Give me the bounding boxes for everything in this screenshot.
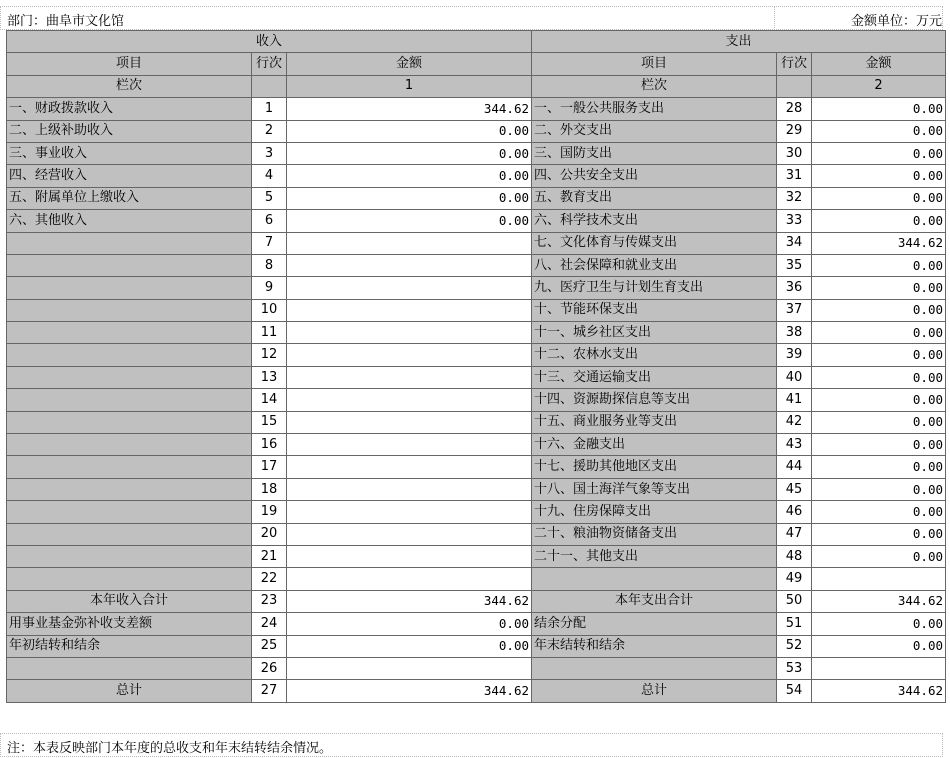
income-item-cell xyxy=(7,299,252,321)
income-amount-cell xyxy=(287,523,532,545)
expense-item-cell: 十七、援助其他地区支出 xyxy=(532,456,777,478)
expense-amount-header: 金额 xyxy=(812,53,946,75)
table-row xyxy=(7,501,946,523)
department-label: 部门：曲阜市文化馆 xyxy=(7,14,125,29)
table-row xyxy=(7,142,946,164)
income-amount-cell: 344.62 xyxy=(287,98,532,120)
expense-amount-cell: 0.00 xyxy=(812,142,946,164)
expense-total-amount-cell: 0.00 xyxy=(812,635,946,657)
expense-item-cell: 十六、金融支出 xyxy=(532,434,777,456)
income-rowno-cell: 2 xyxy=(252,120,287,142)
expense-rowno-cell: 47 xyxy=(777,523,812,545)
income-item-cell xyxy=(7,568,252,590)
table-row xyxy=(7,165,946,187)
expense-item-cell: 十一、城乡社区支出 xyxy=(532,322,777,344)
expense-amount-cell: 0.00 xyxy=(812,523,946,545)
income-rowno-cell: 10 xyxy=(252,299,287,321)
income-amount-cell xyxy=(287,545,532,567)
income-amount-cell xyxy=(287,456,532,478)
income-total-amount-cell: 0.00 xyxy=(287,635,532,657)
expense-amount-cell: 0.00 xyxy=(812,344,946,366)
income-amount-cell xyxy=(287,501,532,523)
totals-row xyxy=(7,680,946,702)
table-row xyxy=(7,299,946,321)
totals-row xyxy=(7,613,946,635)
expense-rowno-cell: 48 xyxy=(777,545,812,567)
expense-total-rowno-cell: 52 xyxy=(777,635,812,657)
income-amount-header: 金额 xyxy=(287,53,532,75)
income-col-label: 栏次 xyxy=(7,75,252,97)
income-total-item-cell: 年初结转和结余 xyxy=(7,635,252,657)
expense-rowno-cell: 37 xyxy=(777,299,812,321)
income-rowno-cell: 1 xyxy=(252,98,287,120)
expense-item-cell: 六、科学技术支出 xyxy=(532,210,777,232)
expense-item-cell: 二、外交支出 xyxy=(532,120,777,142)
income-item-cell xyxy=(7,456,252,478)
income-item-cell xyxy=(7,344,252,366)
income-item-cell xyxy=(7,411,252,433)
expense-rowno-cell: 30 xyxy=(777,142,812,164)
table-row xyxy=(7,568,946,590)
footnote: 注：本表反映部门本年度的总收支和年末结转结余情况。 xyxy=(7,741,333,756)
header-frame xyxy=(0,6,943,30)
income-amount-cell xyxy=(287,568,532,590)
expense-item-cell: 九、医疗卫生与计划生育支出 xyxy=(532,277,777,299)
table-row xyxy=(7,366,946,388)
table-row xyxy=(7,277,946,299)
income-rowno-cell: 19 xyxy=(252,501,287,523)
expense-rowno-cell: 29 xyxy=(777,120,812,142)
totals-row xyxy=(7,635,946,657)
table-row xyxy=(7,187,946,209)
expense-item-cell: 十九、住房保障支出 xyxy=(532,501,777,523)
expense-total-item-cell: 年末结转和结余 xyxy=(532,635,777,657)
expense-amount-cell: 0.00 xyxy=(812,322,946,344)
income-rowno-cell: 16 xyxy=(252,434,287,456)
expense-total-item-cell: 总计 xyxy=(532,680,777,702)
expense-rowno-cell: 42 xyxy=(777,411,812,433)
table-row xyxy=(7,389,946,411)
column-header-row xyxy=(7,53,946,75)
expense-item-cell: 二十、粮油物资储备支出 xyxy=(532,523,777,545)
income-rowno-cell: 11 xyxy=(252,322,287,344)
expense-amount-cell xyxy=(812,568,946,590)
income-rowno-cell: 14 xyxy=(252,389,287,411)
column-number-row xyxy=(7,75,946,97)
income-total-item-cell xyxy=(7,657,252,679)
income-amount-cell: 0.00 xyxy=(287,165,532,187)
expense-rowno-cell: 34 xyxy=(777,232,812,254)
income-total-item-cell: 用事业基金弥补收支差额 xyxy=(7,613,252,635)
income-rowno-cell: 8 xyxy=(252,254,287,276)
expense-amount-cell: 0.00 xyxy=(812,389,946,411)
expense-rowno-cell: 49 xyxy=(777,568,812,590)
expense-total-item-cell: 结余分配 xyxy=(532,613,777,635)
income-amount-cell xyxy=(287,322,532,344)
expense-total-amount-cell xyxy=(812,657,946,679)
expense-rowno-cell: 45 xyxy=(777,478,812,500)
income-rowno-cell: 3 xyxy=(252,142,287,164)
income-total-amount-cell: 0.00 xyxy=(287,613,532,635)
income-rowno-cell: 5 xyxy=(252,187,287,209)
table-row xyxy=(7,456,946,478)
income-item-cell xyxy=(7,366,252,388)
expense-section-header: 支出 xyxy=(532,31,946,53)
expense-item-cell: 十三、交通运输支出 xyxy=(532,366,777,388)
table-row xyxy=(7,120,946,142)
income-item-cell xyxy=(7,277,252,299)
table-row xyxy=(7,545,946,567)
expense-total-item-cell xyxy=(532,657,777,679)
table-row xyxy=(7,344,946,366)
table-row xyxy=(7,523,946,545)
expense-amount-cell: 0.00 xyxy=(812,411,946,433)
income-rowno-cell: 12 xyxy=(252,344,287,366)
income-total-rowno-cell: 27 xyxy=(252,680,287,702)
expense-item-cell: 一、一般公共服务支出 xyxy=(532,98,777,120)
expense-rowno-cell: 31 xyxy=(777,165,812,187)
expense-item-cell: 四、公共安全支出 xyxy=(532,165,777,187)
income-rowno-cell: 9 xyxy=(252,277,287,299)
income-item-cell xyxy=(7,478,252,500)
income-amount-cell xyxy=(287,254,532,276)
header-divider xyxy=(774,6,776,30)
income-total-rowno-cell: 25 xyxy=(252,635,287,657)
expense-amount-cell: 0.00 xyxy=(812,277,946,299)
income-amount-cell xyxy=(287,411,532,433)
expense-total-amount-cell: 344.62 xyxy=(812,680,946,702)
expense-rowno-cell: 46 xyxy=(777,501,812,523)
expense-amount-cell: 0.00 xyxy=(812,456,946,478)
income-amount-cell xyxy=(287,344,532,366)
expense-col-label: 栏次 xyxy=(532,75,777,97)
expense-item-header: 项目 xyxy=(532,53,777,75)
income-rowno-cell: 7 xyxy=(252,232,287,254)
income-item-cell: 二、上级补助收入 xyxy=(7,120,252,142)
income-rowno-cell: 21 xyxy=(252,545,287,567)
income-amount-cell xyxy=(287,434,532,456)
expense-item-cell: 十、节能环保支出 xyxy=(532,299,777,321)
income-item-cell xyxy=(7,545,252,567)
expense-amount-cell: 0.00 xyxy=(812,478,946,500)
expense-total-amount-cell: 0.00 xyxy=(812,613,946,635)
expense-rowno-cell: 32 xyxy=(777,187,812,209)
expense-rowno-cell: 35 xyxy=(777,254,812,276)
expense-amount-cell: 0.00 xyxy=(812,187,946,209)
table-row xyxy=(7,210,946,232)
expense-total-rowno-cell: 53 xyxy=(777,657,812,679)
expense-rowno-cell: 28 xyxy=(777,98,812,120)
expense-item-cell: 二十一、其他支出 xyxy=(532,545,777,567)
expense-amount-cell: 0.00 xyxy=(812,165,946,187)
income-amount-cell xyxy=(287,299,532,321)
expense-rowno-cell: 39 xyxy=(777,344,812,366)
expense-item-cell: 七、文化体育与传媒支出 xyxy=(532,232,777,254)
expense-total-rowno-cell: 54 xyxy=(777,680,812,702)
expense-total-amount-cell: 344.62 xyxy=(812,590,946,612)
income-expense-table xyxy=(6,30,946,703)
expense-amount-cell: 0.00 xyxy=(812,98,946,120)
income-rowno-cell: 13 xyxy=(252,366,287,388)
expense-amount-cell: 344.62 xyxy=(812,232,946,254)
income-total-amount-cell: 344.62 xyxy=(287,680,532,702)
income-item-cell: 四、经营收入 xyxy=(7,165,252,187)
expense-item-cell: 十二、农林水支出 xyxy=(532,344,777,366)
income-item-cell xyxy=(7,389,252,411)
income-rowno-cell: 15 xyxy=(252,411,287,433)
expense-total-rowno-cell: 50 xyxy=(777,590,812,612)
table-row xyxy=(7,478,946,500)
income-total-rowno-cell: 23 xyxy=(252,590,287,612)
expense-item-cell: 八、社会保障和就业支出 xyxy=(532,254,777,276)
income-amount-cell: 0.00 xyxy=(287,210,532,232)
income-item-cell xyxy=(7,434,252,456)
totals-row xyxy=(7,657,946,679)
income-item-cell xyxy=(7,254,252,276)
expense-amount-cell: 0.00 xyxy=(812,501,946,523)
income-item-cell: 五、附属单位上缴收入 xyxy=(7,187,252,209)
expense-rowno-cell: 36 xyxy=(777,277,812,299)
income-col-number: 1 xyxy=(287,75,532,97)
income-rowno-cell: 17 xyxy=(252,456,287,478)
totals-row xyxy=(7,590,946,612)
income-total-rowno-cell: 24 xyxy=(252,613,287,635)
income-item-cell: 一、财政拨款收入 xyxy=(7,98,252,120)
income-rowno-cell: 18 xyxy=(252,478,287,500)
income-rowno-cell: 22 xyxy=(252,568,287,590)
section-header-row xyxy=(7,31,946,53)
expense-amount-cell: 0.00 xyxy=(812,545,946,567)
income-amount-cell: 0.00 xyxy=(287,142,532,164)
expense-amount-cell: 0.00 xyxy=(812,254,946,276)
income-col-blank xyxy=(252,75,287,97)
income-total-item-cell: 本年收入合计 xyxy=(7,590,252,612)
expense-total-rowno-cell: 51 xyxy=(777,613,812,635)
income-amount-cell xyxy=(287,478,532,500)
expense-item-cell: 十八、国土海洋气象等支出 xyxy=(532,478,777,500)
expense-item-cell: 十五、商业服务业等支出 xyxy=(532,411,777,433)
table-row xyxy=(7,98,946,120)
income-item-cell xyxy=(7,501,252,523)
income-item-cell xyxy=(7,322,252,344)
report-header xyxy=(0,0,950,30)
expense-col-blank xyxy=(777,75,812,97)
income-total-amount-cell xyxy=(287,657,532,679)
table-row xyxy=(7,322,946,344)
expense-amount-cell: 0.00 xyxy=(812,434,946,456)
income-amount-cell: 0.00 xyxy=(287,187,532,209)
income-rowno-cell: 4 xyxy=(252,165,287,187)
expense-amount-cell: 0.00 xyxy=(812,120,946,142)
income-rowno-cell: 20 xyxy=(252,523,287,545)
income-amount-cell xyxy=(287,366,532,388)
table-row xyxy=(7,434,946,456)
table-row xyxy=(7,254,946,276)
income-amount-cell: 0.00 xyxy=(287,120,532,142)
income-rowno-header: 行次 xyxy=(252,53,287,75)
income-item-cell xyxy=(7,232,252,254)
expense-item-cell: 十四、资源勘探信息等支出 xyxy=(532,389,777,411)
expense-amount-cell: 0.00 xyxy=(812,366,946,388)
expense-rowno-cell: 44 xyxy=(777,456,812,478)
income-amount-cell xyxy=(287,232,532,254)
income-total-amount-cell: 344.62 xyxy=(287,590,532,612)
expense-col-number: 2 xyxy=(812,75,946,97)
expense-rowno-header: 行次 xyxy=(777,53,812,75)
expense-rowno-cell: 40 xyxy=(777,366,812,388)
income-amount-cell xyxy=(287,389,532,411)
income-item-cell xyxy=(7,523,252,545)
unit-label: 金额单位：万元 xyxy=(850,14,942,29)
expense-amount-cell: 0.00 xyxy=(812,210,946,232)
income-amount-cell xyxy=(287,277,532,299)
expense-item-cell: 五、教育支出 xyxy=(532,187,777,209)
expense-rowno-cell: 41 xyxy=(777,389,812,411)
expense-rowno-cell: 43 xyxy=(777,434,812,456)
expense-rowno-cell: 38 xyxy=(777,322,812,344)
expense-rowno-cell: 33 xyxy=(777,210,812,232)
table-row xyxy=(7,411,946,433)
expense-amount-cell: 0.00 xyxy=(812,299,946,321)
income-rowno-cell: 6 xyxy=(252,210,287,232)
expense-item-cell xyxy=(532,568,777,590)
income-section-header: 收入 xyxy=(7,31,532,53)
table-row xyxy=(7,232,946,254)
income-item-cell: 三、事业收入 xyxy=(7,142,252,164)
expense-total-item-cell: 本年支出合计 xyxy=(532,590,777,612)
income-total-rowno-cell: 26 xyxy=(252,657,287,679)
expense-item-cell: 三、国防支出 xyxy=(532,142,777,164)
income-total-item-cell: 总计 xyxy=(7,680,252,702)
income-item-cell: 六、其他收入 xyxy=(7,210,252,232)
income-item-header: 项目 xyxy=(7,53,252,75)
